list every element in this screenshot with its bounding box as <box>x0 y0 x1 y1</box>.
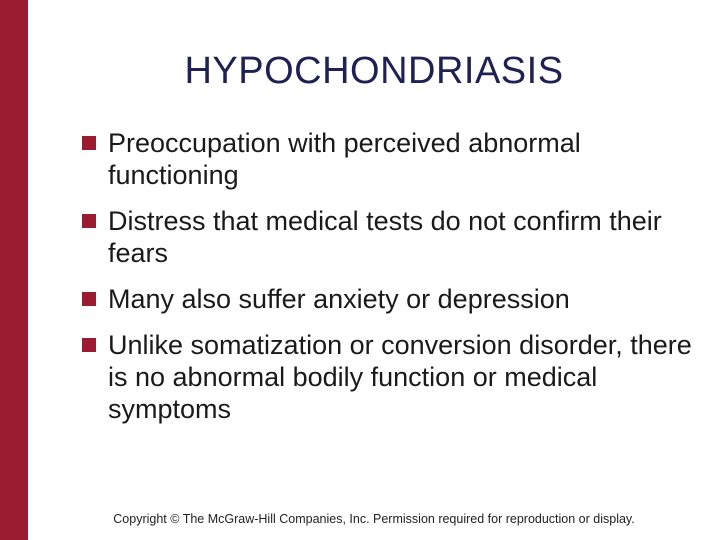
bullet-item <box>82 127 692 191</box>
bullet-item <box>82 205 692 269</box>
bullet-text: Distress that medical tests do not confirm their fears <box>108 206 662 268</box>
bullet-text: Preoccupation with perceived abnormal functioning <box>108 128 581 190</box>
bullet-item <box>82 329 692 425</box>
copyright-notice: Copyright © The McGraw-Hill Companies, Inc. Permission required for reproduction or display. <box>113 512 635 526</box>
bullet-text: Many also suffer anxiety or depression <box>108 284 570 314</box>
square-bullet-icon <box>82 292 96 306</box>
square-bullet-icon <box>82 136 96 150</box>
bullet-list <box>82 127 692 439</box>
bullet-item <box>82 283 692 315</box>
left-accent-bar <box>0 0 28 540</box>
bullet-text: Unlike somatization or conversion disorder, there is no abnormal bodily function or medical symptoms <box>108 330 692 424</box>
square-bullet-icon <box>82 214 96 228</box>
slide-title: HYPOCHONDRIASIS <box>184 50 564 92</box>
square-bullet-icon <box>82 338 96 352</box>
